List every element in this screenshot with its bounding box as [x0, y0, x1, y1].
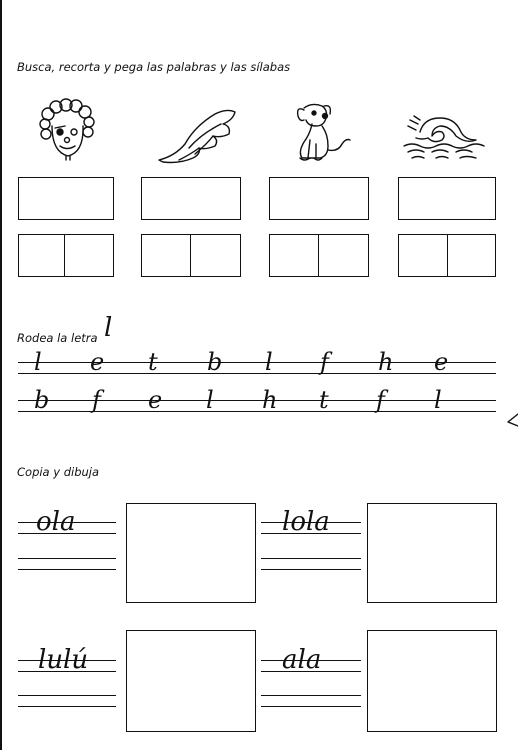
syllable-box-2: [141, 234, 241, 277]
target-letter: l: [104, 313, 113, 343]
writing-line: [261, 569, 361, 570]
syllable-box-1: [18, 234, 114, 277]
drawing-box-2[interactable]: [367, 503, 497, 603]
model-word: ala: [282, 645, 322, 675]
writing-line: [18, 695, 116, 696]
letter-choice[interactable]: f: [92, 386, 101, 414]
writing-line: [261, 706, 361, 707]
model-word: lola: [282, 507, 330, 537]
instruction-copy-draw: Copia y dibuja: [17, 465, 100, 479]
page-edge: [0, 0, 2, 750]
instruction-cut-paste: Busca, recorta y pega las palabras y las sílabas: [17, 60, 291, 74]
wing-icon: [155, 104, 240, 166]
letter-choice[interactable]: h: [262, 386, 278, 414]
writing-line: [18, 522, 116, 523]
writing-line: [18, 533, 116, 534]
letter-choice[interactable]: f: [320, 348, 329, 376]
letter-choice[interactable]: l: [34, 348, 42, 376]
letter-choice[interactable]: e: [434, 348, 449, 376]
letter-choice[interactable]: l: [434, 386, 442, 414]
instruction-circle-letter: Rodea la letra: [17, 331, 98, 345]
drawing-box-4[interactable]: [367, 630, 497, 732]
syllable-box-3: [269, 234, 369, 277]
writing-line: [261, 660, 361, 661]
model-word: ola: [36, 507, 76, 537]
writing-line: [261, 695, 361, 696]
model-word: lulú: [38, 645, 89, 675]
drawing-box-3[interactable]: [126, 630, 256, 732]
word-box-4: [398, 177, 496, 220]
guide-line: [18, 400, 496, 401]
writing-line: [18, 569, 116, 570]
writing-line: [261, 671, 361, 672]
page-edge-mark-icon: [506, 412, 518, 428]
letter-choice[interactable]: e: [148, 386, 163, 414]
drawing-box-1[interactable]: [126, 503, 256, 603]
letter-choice[interactable]: t: [319, 386, 329, 414]
writing-line: [261, 558, 361, 559]
writing-line: [261, 533, 361, 534]
word-box-3: [269, 177, 369, 220]
letter-choice[interactable]: f: [376, 386, 385, 414]
word-box-1: [18, 177, 114, 220]
letter-choice[interactable]: l: [206, 386, 214, 414]
syllable-box-4: [398, 234, 496, 277]
letter-choice[interactable]: t: [148, 348, 158, 376]
guide-line: [18, 411, 496, 412]
letter-choice[interactable]: b: [207, 348, 223, 376]
letter-choice[interactable]: h: [378, 348, 394, 376]
word-box-2: [141, 177, 241, 220]
writing-line: [18, 706, 116, 707]
clown-face-icon: [38, 100, 98, 162]
wave-icon: [402, 110, 486, 162]
letter-choice[interactable]: l: [265, 348, 273, 376]
letter-choice[interactable]: b: [34, 386, 50, 414]
dog-icon: [290, 100, 352, 164]
writing-line: [18, 671, 116, 672]
letter-choice[interactable]: e: [90, 348, 105, 376]
writing-line: [18, 558, 116, 559]
writing-line: [18, 660, 116, 661]
writing-line: [261, 522, 361, 523]
